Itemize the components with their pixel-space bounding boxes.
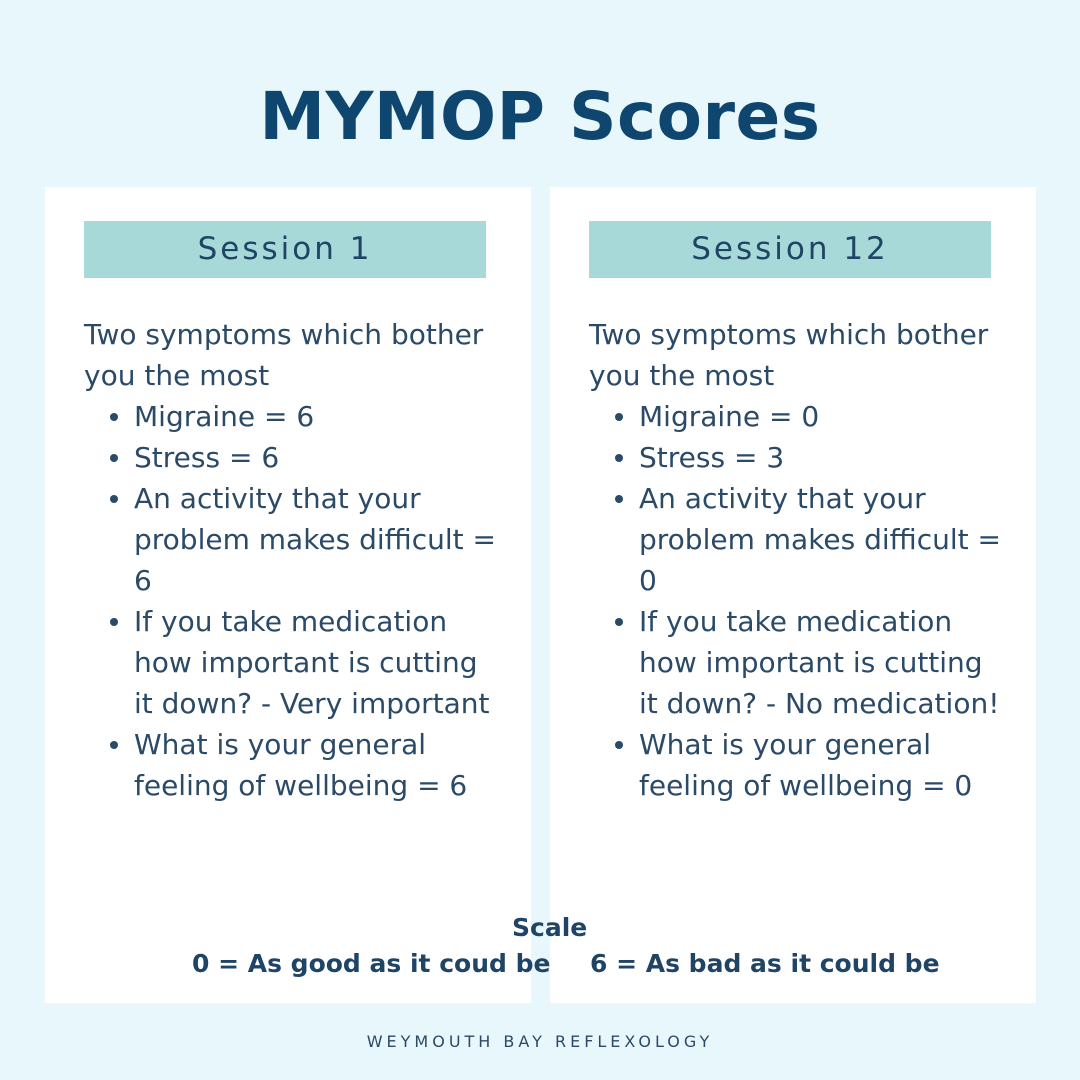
symptoms-intro: Two symptoms which bother you the most (84, 318, 484, 392)
score-list (639, 396, 1009, 806)
session-header: Session 12 (589, 221, 991, 278)
scale-title: Scale (512, 913, 588, 942)
brand-footer: WEYMOUTH BAY REFLEXOLOGY (366, 1032, 714, 1051)
list-item: Migraine = 0 (639, 396, 1009, 437)
scale-low-label: 0 = As good as it coud be (192, 949, 551, 978)
list-item: What is your general feeling of wellbeing = 6 (134, 724, 504, 806)
page-title: MYMOP Scores (259, 78, 821, 155)
list-item: An activity that your problem makes difficult = 6 (134, 478, 504, 601)
list-item: Migraine = 6 (134, 396, 504, 437)
list-item: What is your general feeling of wellbeing = 0 (639, 724, 1009, 806)
list-item: If you take medication how important is cutting it down? - Very important (134, 601, 504, 724)
session-content (589, 314, 1009, 806)
session-card-1 (45, 187, 531, 1003)
session-content (84, 314, 504, 806)
session-header: Session 1 (84, 221, 486, 278)
symptoms-intro: Two symptoms which bother you the most (589, 318, 989, 392)
scale-high-label: 6 = As bad as it could be (590, 949, 940, 978)
score-list (134, 396, 504, 806)
list-item: An activity that your problem makes difficult = 0 (639, 478, 1009, 601)
list-item: Stress = 6 (134, 437, 504, 478)
session-card-12 (550, 187, 1036, 1003)
list-item: If you take medication how important is cutting it down? - No medication! (639, 601, 1009, 724)
list-item: Stress = 3 (639, 437, 1009, 478)
